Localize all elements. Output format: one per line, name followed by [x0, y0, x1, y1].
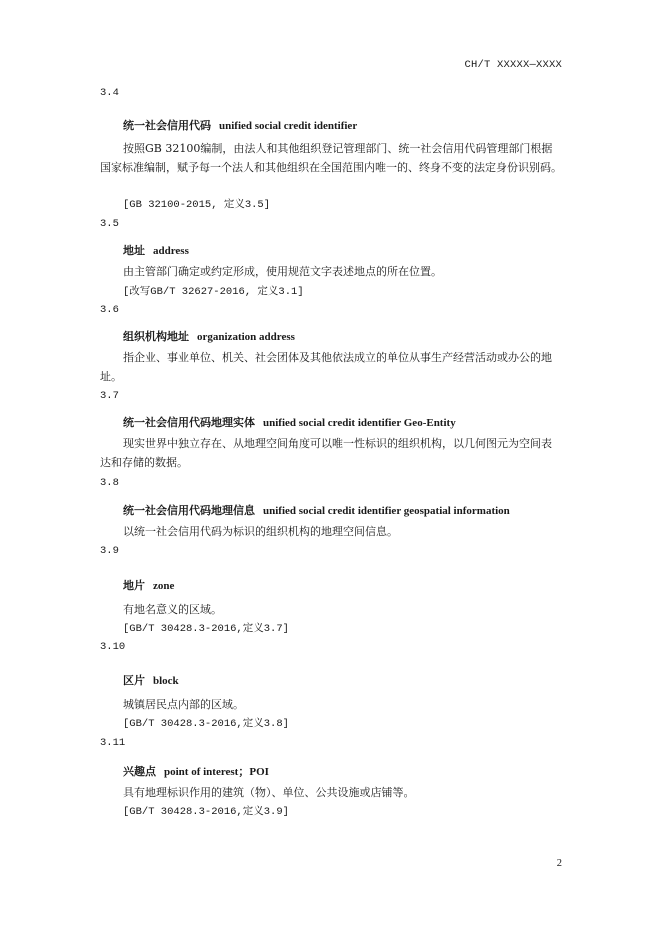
document-code-header: CH/T XXXXX—XXXX — [464, 59, 562, 71]
term-zh: 地片 — [123, 579, 145, 592]
term-definition: 具有地理标识作用的建筑（物）、单位、公共设施或店铺等。 — [123, 786, 415, 799]
term-en: point of interest；POI — [164, 766, 269, 778]
term-en: unified social credit identifier geospatial information — [263, 505, 510, 517]
clause-number: 3.10 — [100, 641, 126, 653]
term-definition: 由主管部门确定或约定形成，使用规范文字表述地点的所在位置。 — [123, 265, 442, 278]
term-en: unified social credit identifier — [219, 120, 358, 132]
term-title — [123, 328, 295, 344]
term-en: zone — [153, 580, 175, 592]
term-zh: 统一社会信用代码地理信息 — [123, 504, 255, 517]
clause-number: 3.4 — [100, 87, 119, 99]
page-number: 2 — [556, 858, 562, 869]
clause-number: 3.7 — [100, 390, 119, 402]
term-definition: 以统一社会信用代码为标识的组织机构的地理空间信息。 — [123, 525, 398, 538]
term-title — [123, 414, 456, 430]
term-definition: 按照GB 32100编制，由法人和其他组织登记管理部门、统一社会信用代码管理部门根据国家标准编制，赋予每一个法人和其他组织在全国范围内唯一的、终身不变的法定身份识别码。 — [100, 142, 562, 174]
term-title — [123, 763, 269, 779]
term-zh: 区片 — [123, 674, 145, 687]
clause-number: 3.8 — [100, 477, 119, 489]
term-zh: 组织机构地址 — [123, 330, 189, 343]
term-zh: 统一社会信用代码 — [123, 119, 211, 132]
term-source: [GB 32100-2015, 定义3.5] — [123, 199, 271, 211]
term-zh: 兴趣点 — [123, 765, 156, 778]
clause-number: 3.11 — [100, 737, 126, 749]
term-source: [改写GB/T 32627-2016, 定义3.1] — [123, 286, 304, 298]
term-definition: 现实世界中独立存在、从地理空间角度可以唯一性标识的组织机构，以几何图元为空间表达和存储的数据。 — [100, 437, 552, 469]
term-en: unified social credit identifier Geo-Entity — [263, 417, 456, 429]
term-en: block — [153, 675, 179, 687]
term-zh: 统一社会信用代码地理实体 — [123, 416, 255, 429]
term-title — [123, 502, 510, 518]
term-source: [GB/T 30428.3-2016,定义3.8] — [123, 718, 289, 730]
term-source: [GB/T 30428.3-2016,定义3.7] — [123, 623, 289, 635]
term-definition: 有地名意义的区域。 — [123, 603, 222, 616]
clause-number: 3.6 — [100, 304, 119, 316]
term-en: organization address — [197, 331, 295, 343]
term-zh: 地址 — [123, 244, 145, 257]
clause-number: 3.9 — [100, 545, 119, 557]
term-title — [123, 242, 189, 258]
clause-number: 3.5 — [100, 218, 119, 230]
term-en: address — [153, 245, 189, 257]
term-title — [123, 672, 179, 688]
term-definition: 城镇居民点内部的区域。 — [123, 698, 244, 711]
term-source: [GB/T 30428.3-2016,定义3.9] — [123, 806, 289, 818]
term-title — [123, 117, 357, 133]
term-title — [123, 577, 174, 593]
term-definition: 指企业、事业单位、机关、社会团体及其他依法成立的单位从事生产经营活动或办公的地址。 — [100, 351, 552, 383]
